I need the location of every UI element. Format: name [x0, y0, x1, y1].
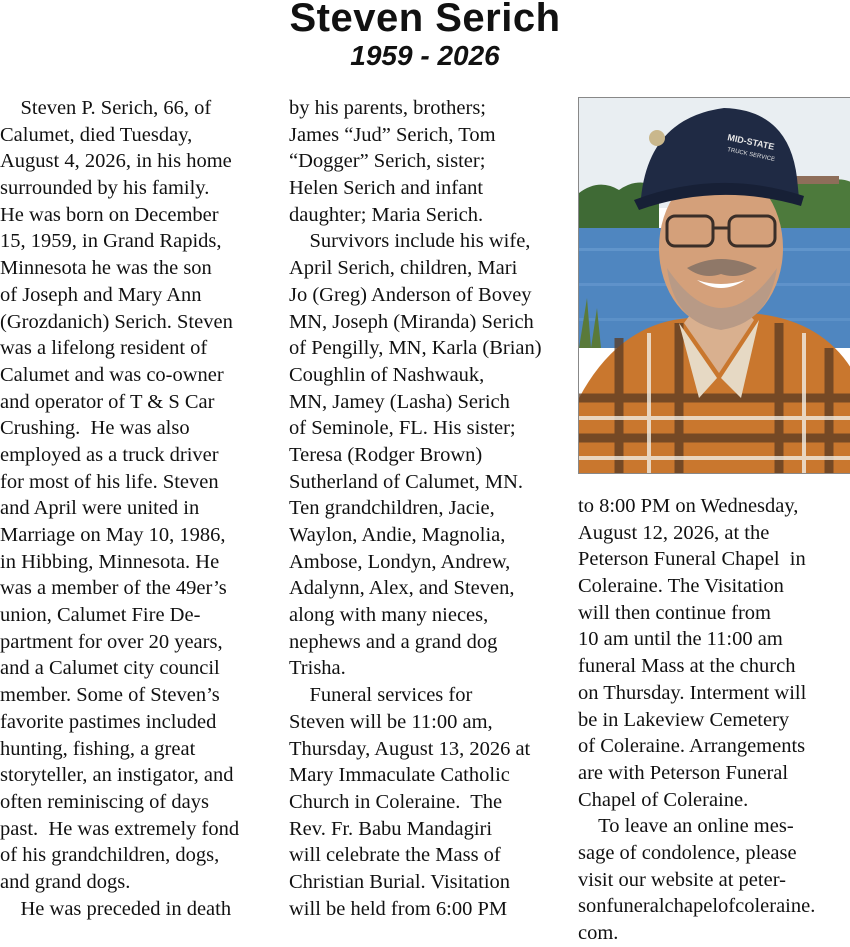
text-line: Sutherland of Calumet, MN. [289, 470, 524, 493]
text-line: hunting, fishing, a great [0, 737, 196, 760]
text-line: past. He was extremely fond [0, 817, 240, 840]
svg-text:MID-STATE: MID-STATE [726, 132, 776, 152]
text-line: be in Lakeview Cemetery [578, 708, 790, 731]
text-line: Rev. Fr. Babu Mandagiri [289, 817, 493, 840]
text-line: of Coleraine. Arrangements [578, 735, 806, 758]
text-line: of Joseph and Mary Ann [0, 283, 202, 306]
text-line: for most of his life. Steven [0, 470, 219, 493]
text-line: Peterson Funeral Chapel in [578, 548, 806, 571]
text-line: will celebrate the Mass of [289, 844, 501, 867]
text-line: funeral Mass at the church [578, 655, 796, 678]
text-line: visit our website at peter- [578, 868, 786, 891]
text-line: Chapel of Coleraine. [578, 788, 749, 811]
text-column-2 [289, 95, 564, 922]
text-line: Crushing. He was also [0, 417, 190, 440]
text-line: Calumet and was co-owner [0, 363, 224, 386]
obituary-dates: 1959 - 2026 [350, 40, 500, 71]
text-line: union, Calumet Fire De- [0, 604, 201, 627]
text-line: Teresa (Rodger Brown) [289, 443, 483, 466]
text-line: Steven P. Serich, 66, of [0, 97, 212, 119]
text-line: of his grandchildren, dogs, [0, 844, 220, 867]
text-line: April Serich, children, Mari [289, 257, 518, 280]
text-line: often reminiscing of days [0, 790, 209, 813]
text-line: (Grozdanich) Serich. Steven [0, 310, 233, 333]
text-line: and a Calumet city council [0, 657, 220, 680]
text-line: Ten grandchildren, Jacie, [289, 497, 495, 520]
portrait-photo [578, 97, 850, 474]
svg-text:TRUCK SERVICE: TRUCK SERVICE [726, 147, 776, 164]
text-line: favorite pastimes included [0, 710, 217, 733]
text-line: partment for over 20 years, [0, 630, 223, 653]
text-line: MN, Jamey (Lasha) Serich [289, 390, 510, 413]
text-line: to 8:00 PM on Wednesday, [578, 495, 799, 517]
text-line: Minnesota he was the son [0, 257, 212, 280]
text-line: nephews and a grand dog [289, 630, 498, 653]
text-line: Calumet, died Tuesday, [0, 123, 193, 146]
obituary-name: Steven Serich [289, 0, 561, 40]
text-line: on Thursday. Interment will [578, 681, 807, 704]
text-line: Survivors include his wife, [289, 230, 531, 253]
text-line: and operator of T & S Car [0, 390, 215, 413]
text-line: employed as a truck driver [0, 443, 219, 466]
text-line: Funeral services for [289, 684, 473, 707]
text-column-1 [0, 95, 270, 922]
text-line: Coughlin of Nashwauk, [289, 363, 485, 386]
text-line: sonfuneralchapelofcoleraine. [578, 895, 816, 918]
text-line: August 12, 2026, at the [578, 521, 770, 544]
text-line: 10 am until the 11:00 am [578, 628, 783, 651]
text-line: in Hibbing, Minnesota. He [0, 550, 220, 573]
text-line: Thursday, August 13, 2026 at [289, 737, 531, 760]
text-line: He was born on December [0, 203, 219, 226]
text-line: storyteller, an instigator, and [0, 764, 234, 787]
text-line: along with many nieces, [289, 604, 489, 627]
text-line: of Pengilly, MN, Karla (Brian) [289, 337, 542, 360]
text-line: are with Peterson Funeral [578, 761, 789, 784]
text-line: “Dogger” Serich, sister; [289, 150, 486, 173]
text-line: Mary Immaculate Catholic [289, 764, 510, 787]
text-line: Coleraine. The Visitation [578, 575, 784, 598]
text-line: He was preceded in death [0, 897, 232, 920]
text-line: by his parents, brothers; [289, 97, 486, 119]
text-line: will be held from 6:00 PM [289, 897, 508, 920]
text-line: James “Jud” Serich, Tom [289, 123, 496, 146]
text-line: To leave an online mes- [578, 815, 794, 838]
text-line: and grand dogs. [0, 870, 131, 893]
text-line: member. Some of Steven’s [0, 684, 220, 707]
text-line: Church in Coleraine. The [289, 790, 503, 813]
text-line: Trisha. [289, 657, 346, 680]
text-line: surrounded by his family. [0, 177, 210, 200]
text-line: Waylon, Andie, Magnolia, [289, 524, 506, 546]
text-line: Jo (Greg) Anderson of Bovey [289, 283, 532, 306]
text-line: was a member of the 49er’s [0, 577, 227, 600]
text-line: com. [578, 922, 619, 944]
text-line: Adalynn, Alex, and Steven, [289, 577, 515, 600]
text-line: sage of condolence, please [578, 841, 797, 864]
text-line: was a lifelong resident of [0, 337, 208, 360]
text-line: 15, 1959, in Grand Rapids, [0, 230, 222, 253]
text-line: and April were united in [0, 497, 200, 520]
text-line: of Seminole, FL. His sister; [289, 417, 516, 440]
text-line: Marriage on May 10, 1986, [0, 524, 226, 546]
text-line: August 4, 2026, in his home [0, 150, 232, 173]
text-line: daughter; Maria Serich. [289, 203, 484, 226]
text-line: Ambose, Londyn, Andrew, [289, 550, 511, 573]
text-line: MN, Joseph (Miranda) Serich [289, 310, 534, 333]
text-line: Helen Serich and infant [289, 177, 484, 200]
text-line: will then continue from [578, 601, 771, 624]
text-line: Steven will be 11:00 am, [289, 710, 493, 733]
text-line: Christian Burial. Visitation [289, 870, 511, 893]
text-column-3 [578, 493, 850, 947]
